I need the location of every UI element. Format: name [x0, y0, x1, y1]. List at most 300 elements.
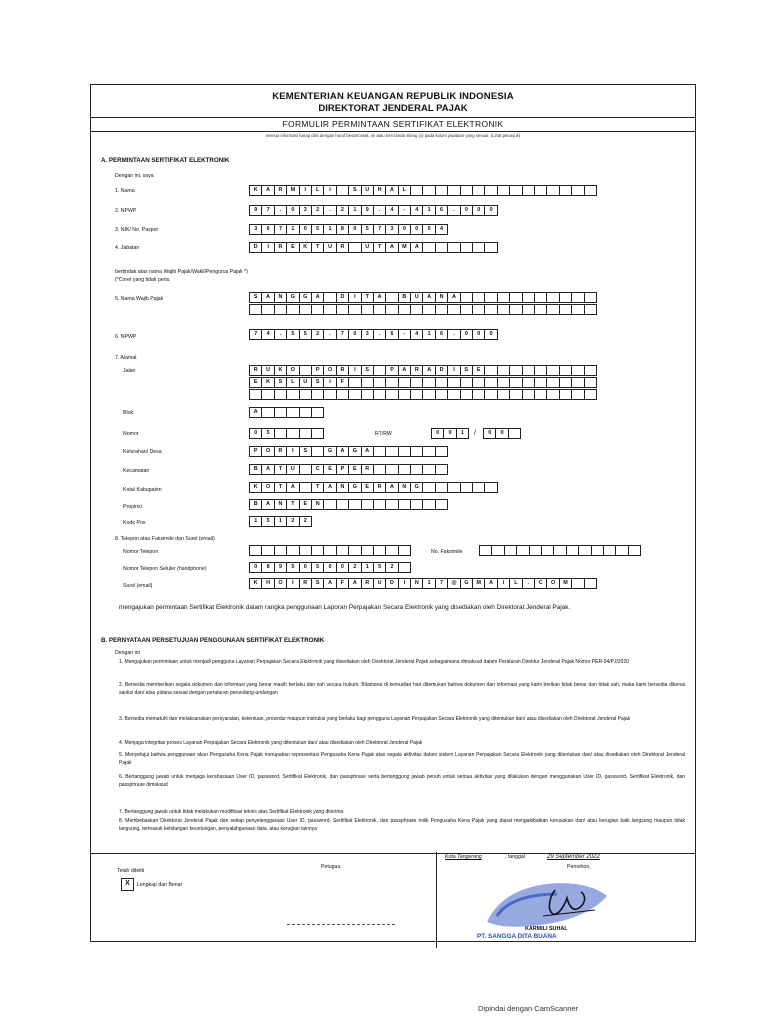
char-box[interactable] — [336, 185, 349, 196]
hp-boxes[interactable] — [249, 562, 411, 573]
char-box[interactable]: 1 — [422, 578, 435, 589]
char-box[interactable]: L — [311, 185, 324, 196]
char-box[interactable]: 1 — [249, 516, 262, 527]
char-box[interactable] — [398, 499, 411, 510]
char-box[interactable]: R — [274, 446, 287, 457]
char-box[interactable] — [460, 292, 473, 303]
char-box[interactable] — [299, 365, 312, 376]
char-box[interactable]: M — [286, 185, 299, 196]
char-box[interactable]: N — [435, 292, 448, 303]
char-box[interactable]: 5 — [311, 224, 324, 235]
char-box[interactable] — [603, 545, 616, 556]
char-box[interactable]: A — [261, 499, 274, 510]
char-box[interactable] — [522, 292, 535, 303]
char-box[interactable] — [497, 377, 510, 388]
char-box[interactable] — [373, 464, 386, 475]
char-box[interactable]: L — [509, 578, 522, 589]
char-box[interactable]: R — [410, 365, 423, 376]
char-box[interactable]: O — [261, 446, 274, 457]
char-box[interactable]: H — [373, 185, 386, 196]
char-box[interactable] — [299, 304, 312, 315]
rw-boxes[interactable] — [483, 428, 521, 439]
char-box[interactable] — [472, 185, 485, 196]
char-box[interactable] — [497, 365, 510, 376]
char-box[interactable]: O — [274, 578, 287, 589]
char-box[interactable] — [410, 377, 423, 388]
char-box[interactable]: 9 — [361, 205, 374, 216]
char-box[interactable]: 0 — [431, 428, 444, 439]
char-box[interactable] — [398, 304, 411, 315]
char-box[interactable]: T — [274, 464, 287, 475]
char-box[interactable]: P — [385, 365, 398, 376]
char-box[interactable] — [373, 446, 386, 457]
char-box[interactable] — [435, 185, 448, 196]
char-box[interactable] — [584, 185, 597, 196]
char-box[interactable] — [534, 292, 547, 303]
char-box[interactable]: 0 — [484, 205, 497, 216]
char-box[interactable] — [509, 304, 522, 315]
char-box[interactable] — [373, 377, 386, 388]
char-box[interactable] — [571, 365, 584, 376]
char-box[interactable] — [497, 185, 510, 196]
char-box[interactable]: . — [373, 329, 386, 340]
char-box[interactable]: N — [311, 499, 324, 510]
char-box[interactable] — [410, 464, 423, 475]
char-box[interactable] — [274, 428, 287, 439]
char-box[interactable]: O — [546, 578, 559, 589]
char-box[interactable]: R — [361, 578, 374, 589]
char-box[interactable]: 7 — [336, 329, 349, 340]
char-box[interactable]: A — [373, 292, 386, 303]
char-box[interactable] — [546, 185, 559, 196]
char-box[interactable] — [435, 482, 448, 493]
char-box[interactable] — [286, 389, 299, 400]
char-box[interactable] — [497, 304, 510, 315]
char-box[interactable]: . — [323, 329, 336, 340]
char-box[interactable]: B — [249, 464, 262, 475]
char-box[interactable] — [584, 365, 597, 376]
char-box[interactable] — [373, 545, 386, 556]
char-box[interactable]: A — [422, 365, 435, 376]
char-box[interactable]: 5 — [299, 329, 312, 340]
char-box[interactable] — [336, 499, 349, 510]
char-box[interactable]: 4 — [410, 329, 423, 340]
char-box[interactable]: R — [299, 578, 312, 589]
char-box[interactable]: 1 — [274, 516, 287, 527]
char-box[interactable]: 0 — [483, 428, 496, 439]
char-box[interactable] — [373, 304, 386, 315]
char-box[interactable]: 6 — [261, 224, 274, 235]
char-box[interactable] — [286, 545, 299, 556]
char-box[interactable] — [571, 304, 584, 315]
char-box[interactable]: M — [559, 578, 572, 589]
char-box[interactable]: K — [299, 242, 312, 253]
char-box[interactable]: E — [348, 464, 361, 475]
char-box[interactable]: I — [447, 365, 460, 376]
char-box[interactable]: . — [373, 205, 386, 216]
char-box[interactable]: B — [249, 499, 262, 510]
char-box[interactable] — [559, 185, 572, 196]
char-box[interactable]: I — [286, 578, 299, 589]
nik-boxes[interactable] — [249, 224, 448, 235]
char-box[interactable] — [348, 242, 361, 253]
char-box[interactable] — [422, 482, 435, 493]
char-box[interactable] — [435, 377, 448, 388]
char-box[interactable]: U — [261, 365, 274, 376]
char-box[interactable]: A — [323, 578, 336, 589]
char-box[interactable]: A — [311, 292, 324, 303]
char-box[interactable] — [299, 407, 312, 418]
char-box[interactable] — [516, 545, 529, 556]
char-box[interactable]: E — [249, 377, 262, 388]
char-box[interactable] — [348, 545, 361, 556]
faks-boxes[interactable] — [479, 545, 641, 556]
char-box[interactable]: N — [336, 482, 349, 493]
char-box[interactable] — [571, 292, 584, 303]
char-box[interactable]: 3 — [361, 329, 374, 340]
char-box[interactable]: K — [274, 365, 287, 376]
char-box[interactable]: A — [385, 185, 398, 196]
char-box[interactable]: U — [286, 464, 299, 475]
char-box[interactable]: 0 — [249, 428, 262, 439]
char-box[interactable] — [361, 304, 374, 315]
char-box[interactable]: G — [286, 292, 299, 303]
char-box[interactable]: 7 — [274, 224, 287, 235]
char-box[interactable] — [571, 377, 584, 388]
char-box[interactable] — [584, 292, 597, 303]
char-box[interactable]: R — [336, 365, 349, 376]
char-box[interactable]: O — [261, 482, 274, 493]
char-box[interactable]: C — [534, 578, 547, 589]
char-box[interactable] — [472, 242, 485, 253]
char-box[interactable] — [274, 389, 287, 400]
npwp-boxes[interactable] — [249, 205, 498, 216]
char-box[interactable]: . — [274, 205, 287, 216]
char-box[interactable]: G — [348, 482, 361, 493]
char-box[interactable] — [422, 464, 435, 475]
char-box[interactable]: L — [398, 185, 411, 196]
char-box[interactable]: @ — [447, 578, 460, 589]
char-box[interactable] — [385, 304, 398, 315]
char-box[interactable]: 7 — [435, 578, 448, 589]
char-box[interactable]: F — [336, 578, 349, 589]
char-box[interactable]: 2 — [311, 205, 324, 216]
char-box[interactable] — [398, 545, 411, 556]
char-box[interactable]: 4 — [410, 205, 423, 216]
char-box[interactable] — [422, 389, 435, 400]
char-box[interactable] — [249, 545, 262, 556]
char-box[interactable]: T — [361, 292, 374, 303]
char-box[interactable]: K — [261, 377, 274, 388]
char-box[interactable] — [361, 389, 374, 400]
email-boxes[interactable] — [249, 578, 597, 589]
char-box[interactable] — [422, 377, 435, 388]
char-box[interactable] — [249, 304, 262, 315]
char-box[interactable] — [484, 304, 497, 315]
char-box[interactable] — [385, 464, 398, 475]
char-box[interactable]: S — [460, 365, 473, 376]
char-box[interactable]: K — [249, 578, 262, 589]
char-box[interactable]: 6 — [385, 329, 398, 340]
char-box[interactable] — [522, 365, 535, 376]
char-box[interactable] — [529, 545, 542, 556]
char-box[interactable] — [546, 389, 559, 400]
char-box[interactable]: 0 — [472, 205, 485, 216]
char-box[interactable]: A — [398, 365, 411, 376]
char-box[interactable] — [348, 304, 361, 315]
char-box[interactable] — [410, 185, 423, 196]
char-box[interactable] — [460, 377, 473, 388]
char-box[interactable]: U — [361, 242, 374, 253]
char-box[interactable] — [546, 377, 559, 388]
char-box[interactable] — [398, 464, 411, 475]
char-box[interactable]: 0 — [495, 428, 508, 439]
char-box[interactable] — [447, 377, 460, 388]
char-box[interactable] — [534, 185, 547, 196]
char-box[interactable] — [249, 389, 262, 400]
char-box[interactable] — [534, 377, 547, 388]
char-box[interactable] — [504, 545, 517, 556]
char-box[interactable]: T — [274, 482, 287, 493]
char-box[interactable] — [534, 365, 547, 376]
jalan-boxes-2[interactable] — [249, 377, 597, 388]
char-box[interactable]: 1 — [286, 224, 299, 235]
char-box[interactable]: S — [299, 446, 312, 457]
jalan-boxes-3[interactable] — [249, 389, 597, 400]
char-box[interactable] — [336, 545, 349, 556]
char-box[interactable]: 6 — [435, 329, 448, 340]
char-box[interactable] — [546, 304, 559, 315]
char-box[interactable]: E — [472, 365, 485, 376]
char-box[interactable] — [479, 545, 492, 556]
char-box[interactable]: 7 — [249, 329, 262, 340]
char-box[interactable] — [484, 292, 497, 303]
char-box[interactable] — [447, 242, 460, 253]
char-box[interactable]: R — [274, 185, 287, 196]
char-box[interactable] — [484, 389, 497, 400]
char-box[interactable]: L — [286, 377, 299, 388]
char-box[interactable]: 9 — [274, 562, 287, 573]
char-box[interactable] — [422, 446, 435, 457]
char-box[interactable]: 2 — [385, 562, 398, 573]
char-box[interactable]: 3 — [299, 205, 312, 216]
char-box[interactable]: 3 — [385, 224, 398, 235]
char-box[interactable] — [361, 545, 374, 556]
char-box[interactable]: R — [373, 482, 386, 493]
char-box[interactable]: 0 — [299, 562, 312, 573]
char-box[interactable] — [484, 185, 497, 196]
char-box[interactable]: 0 — [286, 205, 299, 216]
char-box[interactable]: 6 — [435, 205, 448, 216]
char-box[interactable]: A — [348, 578, 361, 589]
kota-boxes[interactable] — [249, 482, 498, 493]
char-box[interactable] — [472, 304, 485, 315]
char-box[interactable] — [435, 304, 448, 315]
char-box[interactable] — [460, 185, 473, 196]
char-box[interactable]: 5 — [373, 562, 386, 573]
char-box[interactable]: P — [249, 446, 262, 457]
char-box[interactable]: A — [261, 185, 274, 196]
char-box[interactable]: T — [311, 482, 324, 493]
char-box[interactable]: 7 — [261, 205, 274, 216]
char-box[interactable] — [628, 545, 641, 556]
char-box[interactable] — [447, 482, 460, 493]
char-box[interactable] — [591, 545, 604, 556]
char-box[interactable]: I — [299, 185, 312, 196]
char-box[interactable] — [559, 365, 572, 376]
char-box[interactable] — [311, 407, 324, 418]
char-box[interactable] — [615, 545, 628, 556]
char-box[interactable]: 1 — [361, 562, 374, 573]
char-box[interactable] — [385, 292, 398, 303]
char-box[interactable]: U — [299, 377, 312, 388]
char-box[interactable] — [361, 499, 374, 510]
char-box[interactable]: 4 — [385, 205, 398, 216]
char-box[interactable] — [559, 304, 572, 315]
char-box[interactable]: I — [348, 365, 361, 376]
char-box[interactable] — [484, 365, 497, 376]
rt-boxes[interactable] — [431, 428, 469, 439]
char-box[interactable]: . — [323, 205, 336, 216]
char-box[interactable]: A — [249, 407, 262, 418]
char-box[interactable]: I — [348, 292, 361, 303]
char-box[interactable]: 0 — [410, 224, 423, 235]
char-box[interactable] — [522, 304, 535, 315]
char-box[interactable]: U — [373, 578, 386, 589]
char-box[interactable] — [472, 482, 485, 493]
char-box[interactable]: U — [361, 185, 374, 196]
char-box[interactable] — [522, 185, 535, 196]
char-box[interactable]: 4 — [261, 329, 274, 340]
char-box[interactable]: G — [348, 446, 361, 457]
char-box[interactable]: . — [447, 329, 460, 340]
char-box[interactable]: I — [497, 578, 510, 589]
char-box[interactable]: K — [249, 482, 262, 493]
char-box[interactable] — [422, 304, 435, 315]
char-box[interactable]: S — [361, 365, 374, 376]
char-box[interactable]: 1 — [422, 205, 435, 216]
char-box[interactable]: A — [410, 242, 423, 253]
char-box[interactable]: 0 — [484, 329, 497, 340]
char-box[interactable] — [311, 389, 324, 400]
char-box[interactable]: 0 — [460, 329, 473, 340]
char-box[interactable]: 0 — [249, 562, 262, 573]
char-box[interactable]: E — [286, 242, 299, 253]
char-box[interactable] — [385, 499, 398, 510]
char-box[interactable]: I — [323, 377, 336, 388]
char-box[interactable]: E — [323, 464, 336, 475]
char-box[interactable]: 0 — [299, 224, 312, 235]
char-box[interactable]: 0 — [336, 562, 349, 573]
char-box[interactable]: 4 — [435, 224, 448, 235]
char-box[interactable]: R — [249, 365, 262, 376]
char-box[interactable] — [323, 292, 336, 303]
char-box[interactable] — [546, 292, 559, 303]
char-box[interactable]: A — [261, 464, 274, 475]
char-box[interactable] — [422, 185, 435, 196]
char-box[interactable] — [323, 545, 336, 556]
char-box[interactable]: R — [274, 242, 287, 253]
char-box[interactable] — [435, 242, 448, 253]
char-box[interactable] — [541, 545, 554, 556]
char-box[interactable] — [410, 446, 423, 457]
char-box[interactable] — [422, 499, 435, 510]
char-box[interactable]: 5 — [261, 516, 274, 527]
char-box[interactable]: A — [422, 292, 435, 303]
char-box[interactable]: D — [336, 292, 349, 303]
char-box[interactable]: G — [410, 482, 423, 493]
char-box[interactable] — [460, 304, 473, 315]
wp-boxes-2[interactable] — [249, 304, 597, 315]
char-box[interactable]: N — [274, 292, 287, 303]
char-box[interactable]: U — [410, 292, 423, 303]
char-box[interactable] — [534, 304, 547, 315]
char-box[interactable]: 1 — [348, 205, 361, 216]
char-box[interactable]: P — [336, 464, 349, 475]
char-box[interactable]: A — [385, 242, 398, 253]
char-box[interactable]: C — [311, 464, 324, 475]
char-box[interactable]: N — [274, 499, 287, 510]
char-box[interactable] — [484, 377, 497, 388]
char-box[interactable]: G — [460, 578, 473, 589]
char-box[interactable]: I — [286, 446, 299, 457]
char-box[interactable]: A — [261, 292, 274, 303]
char-box[interactable]: O — [323, 365, 336, 376]
char-box[interactable]: 0 — [460, 205, 473, 216]
char-box[interactable]: - — [398, 329, 411, 340]
char-box[interactable] — [410, 389, 423, 400]
char-box[interactable] — [323, 499, 336, 510]
char-box[interactable]: B — [398, 292, 411, 303]
char-box[interactable] — [398, 377, 411, 388]
char-box[interactable] — [410, 304, 423, 315]
char-box[interactable] — [447, 389, 460, 400]
char-box[interactable] — [286, 428, 299, 439]
char-box[interactable]: P — [311, 365, 324, 376]
blok-boxes[interactable] — [249, 407, 324, 418]
char-box[interactable] — [435, 499, 448, 510]
char-box[interactable]: 9 — [249, 205, 262, 216]
char-box[interactable] — [299, 464, 312, 475]
char-box[interactable]: T — [311, 242, 324, 253]
char-box[interactable] — [385, 389, 398, 400]
char-box[interactable]: M — [472, 578, 485, 589]
char-box[interactable] — [348, 499, 361, 510]
char-box[interactable]: I — [398, 578, 411, 589]
char-box[interactable] — [571, 578, 584, 589]
char-box[interactable] — [497, 292, 510, 303]
char-box[interactable]: R — [361, 464, 374, 475]
char-box[interactable] — [274, 407, 287, 418]
char-box[interactable] — [447, 304, 460, 315]
char-box[interactable] — [559, 292, 572, 303]
char-box[interactable] — [559, 377, 572, 388]
char-box[interactable]: I — [323, 185, 336, 196]
char-box[interactable] — [410, 499, 423, 510]
char-box[interactable] — [534, 389, 547, 400]
char-box[interactable]: O — [286, 365, 299, 376]
char-box[interactable]: 0 — [348, 224, 361, 235]
char-box[interactable] — [460, 389, 473, 400]
char-box[interactable]: T — [286, 499, 299, 510]
char-box[interactable]: A — [323, 482, 336, 493]
char-box[interactable]: 0 — [422, 224, 435, 235]
char-box[interactable] — [509, 365, 522, 376]
char-box[interactable]: 5 — [261, 428, 274, 439]
char-box[interactable] — [311, 446, 324, 457]
jabatan-boxes[interactable] — [249, 242, 498, 253]
char-box[interactable] — [472, 389, 485, 400]
